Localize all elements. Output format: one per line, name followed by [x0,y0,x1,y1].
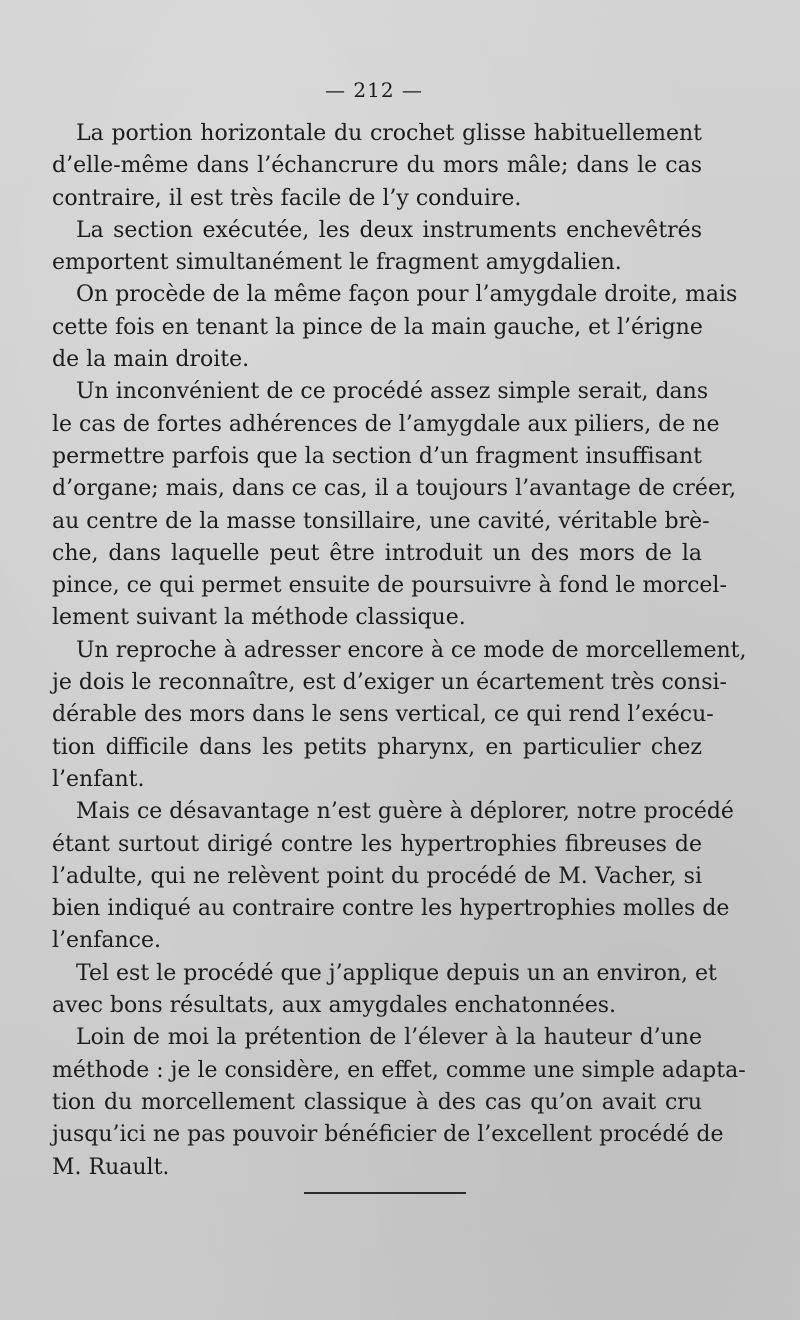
text-line: jusqu’ici ne pas pouvoir bénéficier de l’excellent procédé de [52,1122,724,1148]
text-line: méthode : je le considère, en effet, comme une simple adapta- [52,1057,746,1083]
text-line: tion difficile dans les petits pharynx, en particulier chez [52,734,702,760]
paragraph [52,279,738,376]
text-line: tion du morcellement classique à des cas qu’on avait cru [52,1089,702,1115]
text-line: le cas de fortes adhérences de l’amygdale aux piliers, de ne [52,411,720,437]
paragraph [52,118,702,215]
paragraph [52,376,737,634]
section-end-rule [304,1192,466,1194]
text-line: emportent simultanément le fragment amygdalien. [52,250,622,276]
text-line: l’enfant. [52,766,145,792]
text-line: d’organe; mais, dans ce cas, il a toujours l’avantage de créer, [52,476,737,502]
text-line: avec bons résultats, aux amygdales enchatonnées. [52,993,617,1019]
text-line: Un inconvénient de ce procédé assez simple serait, dans [76,379,709,405]
paragraph [52,215,702,280]
text-line: M. Ruault. [52,1154,170,1180]
text-line: lement suivant la méthode classique. [52,605,466,631]
paragraph [52,1022,746,1183]
text-line: je dois le reconnaître, est d’exiger un écartement très consi- [52,670,727,696]
text-line: d’elle-même dans l’échancrure du mors mâle; dans le cas [52,153,702,179]
text-line: Tel est le procédé que j’applique depuis un an environ, et [76,960,717,986]
text-line: contraire, il est très facile de l’y conduire. [52,185,522,211]
text-line: La portion horizontale du crochet glisse habituellement [76,121,702,146]
text-line: cette fois en tenant la pince de la main gauche, et l’érigne [52,314,703,340]
text-line: pince, ce qui permet ensuite de poursuivre à fond le morcel- [52,573,727,599]
text-line: Un reproche à adresser encore à ce mode de morcellement, [76,637,747,663]
text-line: Mais ce désavantage n’est guère à déplorer, notre procédé [76,799,734,825]
text-line: l’enfance. [52,928,161,954]
text-line: La section exécutée, les deux instruments enchevêtrés [76,217,702,243]
text-line: dérable des mors dans le sens vertical, ce qui rend l’exécu- [52,702,714,728]
text-line: On procède de la même façon pour l’amygdale droite, mais [76,282,738,308]
paragraph [52,796,734,957]
paragraph [52,958,717,1023]
body-text [52,118,747,1184]
paragraph [52,635,747,796]
text-line: de la main droite. [52,347,250,373]
text-line: étant surtout dirigé contre les hypertrophies fibreuses de [52,831,702,857]
text-line: Loin de moi la prétention de l’élever à la hauteur d’une [76,1025,702,1051]
text-line: l’adulte, qui ne relèvent point du procédé de M. Vacher, si [52,863,702,889]
text-line: au centre de la masse tonsillaire, une cavité, véritable brè- [52,508,710,534]
text-line: permettre parfois que la section d’un fragment insuffisant [52,443,702,469]
page-number: — 212 — [325,78,423,102]
text-line: che, dans laquelle peut être introduit un des mors de la [52,540,702,566]
text-line: bien indiqué au contraire contre les hypertrophies molles de [52,896,730,922]
